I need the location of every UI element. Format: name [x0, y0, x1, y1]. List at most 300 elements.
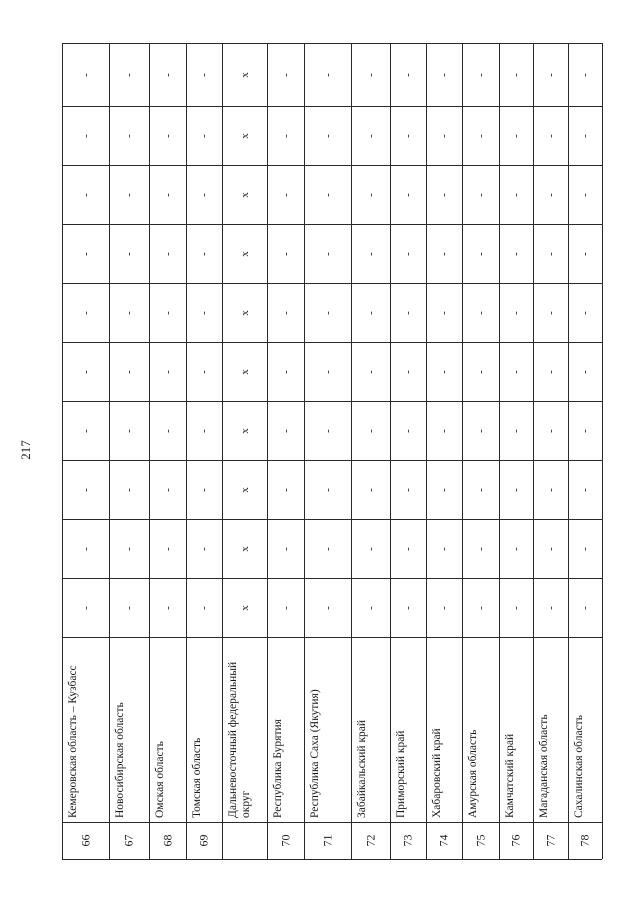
value-cell [149, 578, 186, 637]
region-name: Республика Бурятия [272, 719, 284, 818]
value-cell [186, 283, 222, 342]
value-cell [149, 460, 186, 519]
value-cell [462, 519, 499, 578]
cell-value: - [364, 133, 377, 138]
value-cell [109, 460, 149, 519]
cell-value: x [238, 545, 251, 552]
value-cell [568, 519, 602, 578]
region-name: Хабаровский край [431, 728, 443, 818]
cell-value: - [197, 192, 210, 197]
cell-value: - [122, 487, 135, 492]
cell-value: - [401, 546, 414, 551]
value-cell [462, 165, 499, 224]
rotated-data-table [62, 43, 602, 859]
cell-value: - [437, 133, 450, 138]
cell-value: - [401, 192, 414, 197]
cell-value: - [321, 133, 334, 138]
row-number-cell [351, 822, 390, 859]
value-cell [390, 342, 426, 401]
row-number-cell [533, 822, 568, 859]
cell-value: - [544, 310, 557, 315]
cell-value: - [474, 605, 487, 610]
value-cell [62, 578, 109, 637]
cell-value: - [509, 605, 522, 610]
row-number-cell [499, 822, 533, 859]
value-cell [62, 43, 109, 106]
value-cell [462, 106, 499, 165]
page-number [14, 442, 38, 458]
value-cell [351, 224, 390, 283]
value-cell [351, 578, 390, 637]
cell-value: - [544, 251, 557, 256]
cell-value: - [79, 428, 92, 433]
table-row-divider [602, 43, 603, 859]
value-cell [351, 519, 390, 578]
row-number-cell [109, 822, 149, 859]
value-cell [222, 224, 267, 283]
value-cell [533, 460, 568, 519]
value-cell [62, 224, 109, 283]
value-cell [390, 578, 426, 637]
region-name: Омская область [154, 741, 166, 818]
cell-value: - [122, 546, 135, 551]
cell-value: - [437, 428, 450, 433]
cell-value: - [401, 133, 414, 138]
value-cell [222, 106, 267, 165]
cell-value: x [238, 71, 251, 78]
cell-value: - [544, 487, 557, 492]
row-number: 66 [78, 834, 92, 847]
cell-value: - [364, 72, 377, 77]
value-cell [499, 283, 533, 342]
cell-value: - [79, 310, 92, 315]
cell-value: - [321, 251, 334, 256]
cell-value: - [474, 192, 487, 197]
value-cell [426, 224, 462, 283]
cell-value: - [509, 72, 522, 77]
region-name-cell [267, 637, 304, 822]
cell-value: - [197, 133, 210, 138]
value-cell [390, 519, 426, 578]
cell-value: - [509, 310, 522, 315]
cell-value: - [509, 251, 522, 256]
cell-value: - [279, 192, 292, 197]
cell-value: - [474, 133, 487, 138]
cell-value: - [161, 310, 174, 315]
cell-value: x [238, 309, 251, 316]
value-cell [304, 165, 351, 224]
value-cell [222, 578, 267, 637]
region-name: Магаданская область [538, 714, 550, 818]
value-cell [62, 460, 109, 519]
cell-value: - [161, 72, 174, 77]
row-number-cell [568, 822, 602, 859]
cell-value: - [321, 487, 334, 492]
row-number: 69 [196, 834, 211, 847]
value-cell [109, 519, 149, 578]
value-cell [267, 578, 304, 637]
region-name-cell [186, 637, 222, 822]
value-cell [304, 578, 351, 637]
cell-value: - [321, 72, 334, 77]
cell-value: - [578, 369, 591, 374]
cell-value: - [321, 605, 334, 610]
value-cell [304, 224, 351, 283]
cell-value: x [238, 250, 251, 257]
value-cell [304, 460, 351, 519]
value-cell [499, 106, 533, 165]
row-number: 73 [400, 834, 415, 847]
value-cell [568, 43, 602, 106]
value-cell [149, 43, 186, 106]
cell-value: - [401, 310, 414, 315]
cell-value: - [544, 133, 557, 138]
row-number: 78 [577, 834, 592, 847]
region-name: Дальневосточный федеральный округ [227, 661, 252, 818]
region-name-cell [109, 637, 149, 822]
cell-value: - [197, 310, 210, 315]
value-cell [267, 106, 304, 165]
cell-value: - [279, 605, 292, 610]
cell-value: - [122, 605, 135, 610]
cell-value: - [161, 369, 174, 374]
value-cell [390, 460, 426, 519]
cell-value: - [197, 369, 210, 374]
cell-value: x [238, 132, 251, 139]
value-cell [149, 342, 186, 401]
cell-value: - [161, 546, 174, 551]
value-cell [186, 43, 222, 106]
value-cell [267, 460, 304, 519]
cell-value: - [79, 133, 92, 138]
region-name-cell [533, 637, 568, 822]
value-cell [426, 578, 462, 637]
cell-value: - [279, 487, 292, 492]
cell-value: - [197, 487, 210, 492]
value-cell [109, 43, 149, 106]
value-cell [568, 578, 602, 637]
value-cell [462, 43, 499, 106]
value-cell [533, 401, 568, 460]
cell-value: - [364, 546, 377, 551]
value-cell [149, 401, 186, 460]
cell-value: - [544, 192, 557, 197]
value-cell [186, 224, 222, 283]
value-cell [267, 342, 304, 401]
row-number: 77 [543, 834, 557, 847]
region-name: Томская область [191, 737, 203, 818]
value-cell [426, 519, 462, 578]
cell-value: - [509, 428, 522, 433]
cell-value: - [122, 428, 135, 433]
cell-value: - [544, 369, 557, 374]
cell-value: - [321, 192, 334, 197]
value-cell [109, 106, 149, 165]
value-cell [462, 460, 499, 519]
cell-value: - [122, 72, 135, 77]
region-name: Приморский край [395, 730, 407, 818]
cell-value: - [197, 428, 210, 433]
region-name: Новосибирская область [114, 702, 126, 818]
value-cell [351, 106, 390, 165]
value-cell [186, 401, 222, 460]
row-number: 74 [436, 834, 451, 847]
value-cell [62, 283, 109, 342]
cell-value: - [122, 251, 135, 256]
value-cell [222, 43, 267, 106]
cell-value: - [279, 133, 292, 138]
value-cell [304, 106, 351, 165]
cell-value: - [578, 251, 591, 256]
cell-value: - [161, 133, 174, 138]
cell-value: - [364, 487, 377, 492]
cell-value: - [578, 192, 591, 197]
cell-value: - [197, 546, 210, 551]
value-cell [304, 519, 351, 578]
cell-value: - [197, 605, 210, 610]
cell-value: - [474, 72, 487, 77]
cell-value: x [238, 486, 251, 493]
value-cell [426, 401, 462, 460]
cell-value: - [544, 605, 557, 610]
cell-value: - [279, 72, 292, 77]
cell-value: - [437, 605, 450, 610]
value-cell [533, 342, 568, 401]
value-cell [62, 342, 109, 401]
value-cell [304, 401, 351, 460]
cell-value: - [544, 72, 557, 77]
value-cell [499, 224, 533, 283]
cell-value: - [578, 428, 591, 433]
value-cell [267, 519, 304, 578]
row-number: 71 [320, 834, 334, 847]
value-cell [533, 43, 568, 106]
value-cell [462, 578, 499, 637]
value-cell [390, 106, 426, 165]
cell-value: - [122, 133, 135, 138]
value-cell [426, 165, 462, 224]
cell-value: - [401, 251, 414, 256]
value-cell [351, 460, 390, 519]
cell-value: - [79, 251, 92, 256]
value-cell [426, 43, 462, 106]
region-name: Сахалинская область [573, 715, 585, 818]
cell-value: - [578, 605, 591, 610]
cell-value: - [279, 546, 292, 551]
page-number-text: 217 [18, 440, 33, 460]
cell-value: - [578, 546, 591, 551]
value-cell [568, 342, 602, 401]
value-cell [351, 401, 390, 460]
value-cell [222, 342, 267, 401]
cell-value: - [197, 251, 210, 256]
cell-value: - [474, 369, 487, 374]
value-cell [62, 519, 109, 578]
value-cell [568, 283, 602, 342]
value-cell [267, 224, 304, 283]
row-number-cell [304, 822, 351, 859]
cell-value: - [474, 251, 487, 256]
value-cell [462, 401, 499, 460]
cell-value: - [509, 192, 522, 197]
cell-value: - [401, 369, 414, 374]
value-cell [499, 165, 533, 224]
value-cell [533, 519, 568, 578]
cell-value: - [437, 192, 450, 197]
value-cell [149, 283, 186, 342]
cell-value: - [401, 72, 414, 77]
value-cell [222, 283, 267, 342]
cell-value: - [279, 310, 292, 315]
row-number: 67 [121, 834, 136, 847]
cell-value: - [279, 251, 292, 256]
value-cell [304, 283, 351, 342]
value-cell [186, 519, 222, 578]
region-name-cell [390, 637, 426, 822]
cell-value: - [509, 369, 522, 374]
value-cell [533, 165, 568, 224]
value-cell [186, 342, 222, 401]
cell-value: - [161, 251, 174, 256]
cell-value: - [578, 487, 591, 492]
value-cell [351, 283, 390, 342]
value-cell [499, 460, 533, 519]
value-cell [426, 460, 462, 519]
row-number-cell [267, 822, 304, 859]
cell-value: - [321, 428, 334, 433]
value-cell [568, 224, 602, 283]
value-cell [186, 578, 222, 637]
value-cell [499, 519, 533, 578]
value-cell [533, 106, 568, 165]
cell-value: - [122, 310, 135, 315]
value-cell [390, 283, 426, 342]
cell-value: - [437, 487, 450, 492]
region-name-cell [499, 637, 533, 822]
region-name: Камчатский край [504, 733, 516, 818]
cell-value: - [122, 192, 135, 197]
value-cell [462, 283, 499, 342]
value-cell [351, 165, 390, 224]
value-cell [351, 43, 390, 106]
region-name-cell [149, 637, 186, 822]
value-cell [222, 460, 267, 519]
cell-value: - [79, 487, 92, 492]
cell-value: - [79, 605, 92, 610]
value-cell [267, 43, 304, 106]
region-name: Амурская область [467, 729, 479, 818]
cell-value: - [279, 428, 292, 433]
value-cell [149, 224, 186, 283]
cell-value: - [578, 72, 591, 77]
cell-value: - [79, 72, 92, 77]
value-cell [426, 106, 462, 165]
region-name-cell [304, 637, 351, 822]
cell-value: - [364, 605, 377, 610]
cell-value: - [79, 369, 92, 374]
cell-value: - [509, 487, 522, 492]
cell-value: - [544, 428, 557, 433]
table-column-divider [62, 859, 602, 860]
cell-value: - [474, 546, 487, 551]
cell-value: - [321, 546, 334, 551]
cell-value: - [578, 133, 591, 138]
value-cell [351, 342, 390, 401]
row-number-cell [62, 822, 109, 859]
cell-value: x [238, 368, 251, 375]
region-name: Республика Саха (Якутия) [309, 689, 321, 818]
value-cell [426, 342, 462, 401]
value-cell [390, 165, 426, 224]
row-number: 70 [278, 834, 292, 847]
value-cell [149, 519, 186, 578]
value-cell [62, 401, 109, 460]
value-cell [109, 224, 149, 283]
region-name-cell [426, 637, 462, 822]
cell-value: - [79, 546, 92, 551]
value-cell [533, 283, 568, 342]
region-name-cell [351, 637, 390, 822]
region-name: Забайкальский край [356, 719, 368, 818]
value-cell [222, 519, 267, 578]
row-number-cell [149, 822, 186, 859]
value-cell [304, 342, 351, 401]
row-number-cell [390, 822, 426, 859]
cell-value: - [437, 369, 450, 374]
value-cell [462, 342, 499, 401]
cell-value: - [197, 72, 210, 77]
value-cell [568, 165, 602, 224]
value-cell [267, 401, 304, 460]
cell-value: - [161, 428, 174, 433]
cell-value: - [509, 133, 522, 138]
cell-value: - [321, 310, 334, 315]
cell-value: - [509, 546, 522, 551]
cell-value: - [79, 192, 92, 197]
cell-value: - [401, 487, 414, 492]
value-cell [149, 106, 186, 165]
row-number: 75 [473, 834, 487, 847]
row-number-cell [186, 822, 222, 859]
cell-value: - [364, 369, 377, 374]
cell-value: - [364, 310, 377, 315]
cell-value: x [238, 427, 251, 434]
value-cell [267, 283, 304, 342]
row-number-cell [462, 822, 499, 859]
row-number-cell [426, 822, 462, 859]
value-cell [499, 401, 533, 460]
cell-value: - [122, 369, 135, 374]
value-cell [149, 165, 186, 224]
cell-value: - [161, 192, 174, 197]
cell-value: - [401, 428, 414, 433]
cell-value: - [474, 487, 487, 492]
cell-value: - [437, 546, 450, 551]
cell-value: x [238, 191, 251, 198]
cell-value: - [364, 251, 377, 256]
cell-value: - [474, 428, 487, 433]
row-number: 68 [160, 834, 174, 847]
value-cell [267, 165, 304, 224]
region-name: Кемеровская область – Кузбасс [67, 665, 79, 818]
cell-value: - [364, 192, 377, 197]
cell-value: - [279, 369, 292, 374]
value-cell [62, 165, 109, 224]
cell-value: - [437, 72, 450, 77]
value-cell [109, 401, 149, 460]
region-name-cell [62, 637, 109, 822]
value-cell [390, 401, 426, 460]
